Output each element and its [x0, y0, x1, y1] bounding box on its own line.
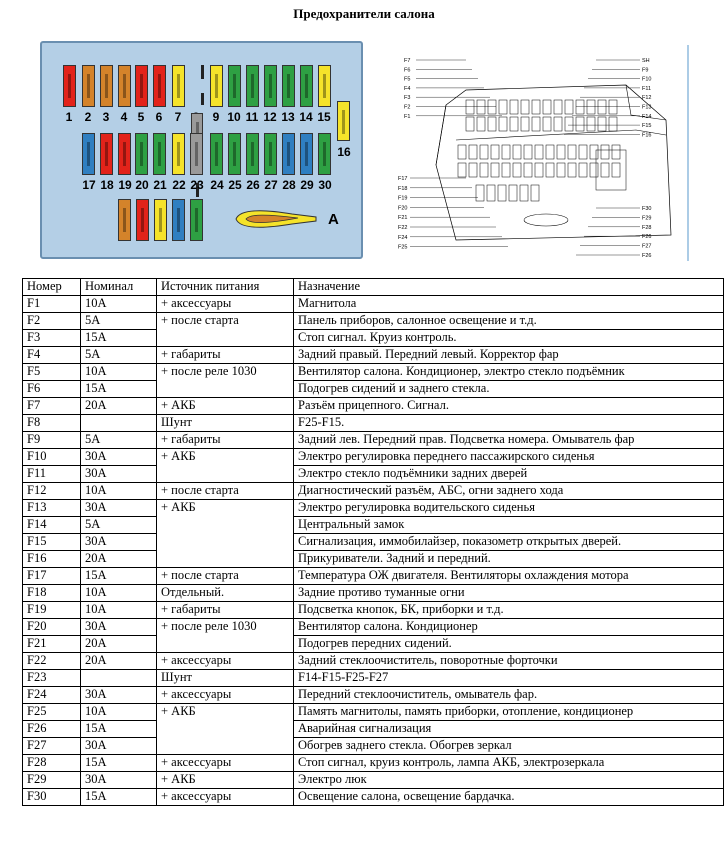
fuse-30 — [318, 133, 331, 175]
cell-purpose: Задний правый. Передний левый. Корректор фар — [294, 347, 724, 364]
fuse-16 — [337, 101, 350, 141]
header-source: Источник питания — [157, 279, 294, 296]
fuse-number-label: 30 — [318, 178, 332, 192]
fuse-number-label: 7 — [174, 110, 182, 124]
cell-purpose: Электро регулировка водительского сиденья — [294, 500, 724, 517]
cell-source: + габариты — [157, 602, 294, 619]
fuse-3 — [100, 65, 113, 107]
diagram-fuse-label: F6 — [404, 67, 411, 74]
cell-source — [157, 738, 294, 755]
diagram-fuse-label: SH — [642, 58, 650, 64]
spare-fuse — [136, 199, 149, 241]
header-rating: Номинал — [81, 279, 157, 296]
fuse-number-label: 6 — [155, 110, 163, 124]
table-row — [23, 432, 724, 449]
diagram-fuse-label: F14 — [642, 113, 652, 120]
diagram-fuse-label: F19 — [398, 195, 408, 202]
table-row — [23, 568, 724, 585]
cell-purpose: Подогрев передних сидений. — [294, 636, 724, 653]
table-row — [23, 381, 724, 398]
cell-number: F6 — [23, 381, 81, 398]
cell-number: F7 — [23, 398, 81, 415]
fuse-7 — [172, 65, 185, 107]
fuse-number-label: 26 — [246, 178, 260, 192]
cell-number: F3 — [23, 330, 81, 347]
fuse-number-label: 10 — [227, 110, 241, 124]
cell-purpose: Вентилятор салона. Кондиционер, электро стекло подъёмник — [294, 364, 724, 381]
header-number: Номер — [23, 279, 81, 296]
diagram-fuse-label: F7 — [404, 58, 411, 64]
diagram-fuse-label: F11 — [642, 85, 652, 92]
diagram-fuse-label: F5 — [404, 76, 411, 83]
cell-source: + аксессуары — [157, 687, 294, 704]
cell-purpose: Диагностический разъём, АБС, огни заднего хода — [294, 483, 724, 500]
table-row — [23, 755, 724, 772]
cell-source: + после старта — [157, 483, 294, 500]
cell-purpose: Освещение салона, освещение бардачка. — [294, 789, 724, 806]
cell-number: F19 — [23, 602, 81, 619]
fuse-puller-label: A — [328, 211, 339, 228]
table-row — [23, 585, 724, 602]
cell-rating: 15А — [81, 330, 157, 347]
cell-rating: 20А — [81, 636, 157, 653]
cell-rating: 30А — [81, 772, 157, 789]
diagram-fuse-label: F15 — [642, 123, 652, 130]
fuse-table — [22, 278, 724, 806]
fuse-number-label: 5 — [137, 110, 145, 124]
cell-rating: 10А — [81, 483, 157, 500]
cell-number: F23 — [23, 670, 81, 687]
fuse-12 — [264, 65, 277, 107]
table-row — [23, 738, 724, 755]
table-row — [23, 687, 724, 704]
cell-purpose: F14-F15-F25-F27 — [294, 670, 724, 687]
cell-purpose: Задний лев. Передний прав. Подсветка номера. Омыватель фар — [294, 432, 724, 449]
cell-purpose: Вентилятор салона. Кондиционер — [294, 619, 724, 636]
diagram-fuse-label: F10 — [642, 76, 652, 83]
cell-rating: 15А — [81, 789, 157, 806]
cell-purpose: Задний стеклоочиститель, поворотные форточки — [294, 653, 724, 670]
cell-purpose: Стоп сигнал. Круиз контроль. — [294, 330, 724, 347]
fuse-6 — [153, 65, 166, 107]
table-row — [23, 704, 724, 721]
fuse-number-label: 19 — [118, 178, 132, 192]
cell-number: F1 — [23, 296, 81, 313]
fuse-1 — [63, 65, 76, 107]
divider-bar — [201, 65, 204, 79]
cell-source — [157, 551, 294, 568]
fuse-number-label: 17 — [82, 178, 96, 192]
cell-purpose: Центральный замок — [294, 517, 724, 534]
cell-source: + аксессуары — [157, 653, 294, 670]
cell-number: F28 — [23, 755, 81, 772]
cell-purpose: Панель приборов, салонное освещение и т.д. — [294, 313, 724, 330]
cell-source: + после реле 1030 — [157, 364, 294, 381]
cell-rating: 10А — [81, 364, 157, 381]
diagram-fuse-label: F13 — [642, 104, 652, 111]
cell-number: F13 — [23, 500, 81, 517]
cell-number: F17 — [23, 568, 81, 585]
fuse-box-illustration — [40, 41, 363, 259]
cell-number: F18 — [23, 585, 81, 602]
diagram-fuse-label: F28 — [642, 224, 652, 231]
cell-rating: 10А — [81, 704, 157, 721]
cell-purpose: Аварийная сигнализация — [294, 721, 724, 738]
fuse-number-label: 11 — [245, 110, 259, 124]
fuse-number-label: 4 — [120, 110, 128, 124]
table-row — [23, 602, 724, 619]
table-row — [23, 636, 724, 653]
diagram-fuse-label: F16 — [642, 132, 652, 139]
fuse-number-label: 23 — [190, 178, 204, 192]
table-row — [23, 296, 724, 313]
fuse-9 — [210, 65, 223, 107]
table-row — [23, 415, 724, 432]
diagram-fuse-label: F22 — [398, 225, 408, 231]
cell-source: + АКБ — [157, 398, 294, 415]
cell-source: + габариты — [157, 432, 294, 449]
cell-source — [157, 330, 294, 347]
diagram-fuse-label: F25 — [398, 244, 408, 251]
cell-rating: 15А — [81, 568, 157, 585]
fuse-24 — [210, 133, 223, 175]
cell-purpose: Обогрев заднего стекла. Обогрев зеркал — [294, 738, 724, 755]
cell-rating: 15А — [81, 721, 157, 738]
table-row — [23, 721, 724, 738]
fuse-number-label: 15 — [317, 110, 331, 124]
diagram-fuse-label: F26 — [642, 234, 652, 241]
fuse-17 — [82, 133, 95, 175]
cell-rating: 30А — [81, 534, 157, 551]
fuse-number-label: 29 — [300, 178, 314, 192]
table-header-row — [23, 279, 724, 296]
cell-number: F27 — [23, 738, 81, 755]
page-title: Предохранители салона — [293, 6, 435, 21]
cell-rating: 30А — [81, 500, 157, 517]
fuse-number-label: 13 — [281, 110, 295, 124]
cell-source — [157, 636, 294, 653]
cell-number: F16 — [23, 551, 81, 568]
fuse-number-label: 25 — [228, 178, 242, 192]
table-row — [23, 551, 724, 568]
table-row — [23, 789, 724, 806]
cell-source: + аксессуары — [157, 789, 294, 806]
spare-fuse — [118, 199, 131, 241]
cell-purpose: Сигнализация, иммобилайзер, показометр открытых дверей. — [294, 534, 724, 551]
fuse-number-label: 16 — [337, 145, 351, 159]
fuse-number-label: 2 — [84, 110, 92, 124]
diagram-fuse-label: F4 — [404, 85, 411, 92]
fuse-number-label: 20 — [135, 178, 149, 192]
diagram-fuse-label: F30 — [642, 206, 652, 212]
cell-source: + аксессуары — [157, 755, 294, 772]
spare-fuse — [172, 199, 185, 241]
spare-fuse — [190, 199, 203, 241]
table-row — [23, 364, 724, 381]
fuse-27 — [264, 133, 277, 175]
fuse-puller-icon — [232, 205, 322, 233]
table-row — [23, 619, 724, 636]
cell-purpose: Память магнитолы, память приборки, отопление, кондиционер — [294, 704, 724, 721]
cell-source: Шунт — [157, 415, 294, 432]
cell-rating: 20А — [81, 653, 157, 670]
cell-rating: 10А — [81, 296, 157, 313]
cell-source: + габариты — [157, 347, 294, 364]
cell-purpose: Подсветка кнопок, БК, приборки и т.д. — [294, 602, 724, 619]
table-row — [23, 517, 724, 534]
cell-number: F26 — [23, 721, 81, 738]
table-row — [23, 483, 724, 500]
fuse-4 — [118, 65, 131, 107]
cell-source: + аксессуары — [157, 296, 294, 313]
diagram-fuse-label: F26 — [642, 253, 652, 259]
diagram-fuse-label: F29 — [642, 215, 652, 222]
cell-rating: 5А — [81, 432, 157, 449]
cell-source: Отдельный. — [157, 585, 294, 602]
cell-purpose: Электро люк — [294, 772, 724, 789]
cell-purpose: F25-F15. — [294, 415, 724, 432]
fuse-number-label: 12 — [263, 110, 277, 124]
cell-purpose: Электро регулировка переднего пассажирского сиденья — [294, 449, 724, 466]
cell-purpose: Стоп сигнал, круиз контроль, лампа АКБ, электрозеркала — [294, 755, 724, 772]
table-row — [23, 449, 724, 466]
cell-rating: 5А — [81, 517, 157, 534]
table-row — [23, 466, 724, 483]
table-row — [23, 398, 724, 415]
table-row — [23, 500, 724, 517]
cell-source — [157, 517, 294, 534]
table-row — [23, 670, 724, 687]
cell-number: F30 — [23, 789, 81, 806]
cell-purpose: Подогрев сидений и заднего стекла. — [294, 381, 724, 398]
cell-number: F5 — [23, 364, 81, 381]
cell-source: + АКБ — [157, 449, 294, 466]
cell-rating: 10А — [81, 602, 157, 619]
fuse-number-label: 14 — [299, 110, 313, 124]
cell-purpose: Температура ОЖ двигателя. Вентиляторы охлаждения мотора — [294, 568, 724, 585]
fuse-number-label: 24 — [210, 178, 224, 192]
table-row — [23, 330, 724, 347]
cell-source — [157, 721, 294, 738]
cell-rating: 15А — [81, 755, 157, 772]
cell-number: F4 — [23, 347, 81, 364]
cell-rating: 5А — [81, 347, 157, 364]
fuse-15 — [318, 65, 331, 107]
divider-bar — [201, 93, 204, 105]
cell-rating: 30А — [81, 466, 157, 483]
fuse-28 — [282, 133, 295, 175]
cell-number: F29 — [23, 772, 81, 789]
cell-number: F22 — [23, 653, 81, 670]
fuse-box-line-diagram — [396, 45, 698, 261]
cell-rating: 15А — [81, 381, 157, 398]
fuse-19 — [118, 133, 131, 175]
cell-rating — [81, 670, 157, 687]
cell-number: F14 — [23, 517, 81, 534]
diagram-fuse-label: F2 — [404, 104, 411, 111]
fuse-14 — [300, 65, 313, 107]
diagram-fuse-label: F21 — [398, 215, 408, 222]
cell-number: F25 — [23, 704, 81, 721]
fuse-5 — [135, 65, 148, 107]
fuse-number-label: 9 — [212, 110, 220, 124]
cell-source — [157, 381, 294, 398]
cell-source: Шунт — [157, 670, 294, 687]
cell-source: + АКБ — [157, 500, 294, 517]
header-purpose: Назначение — [294, 279, 724, 296]
cell-number: F8 — [23, 415, 81, 432]
cell-purpose: Передний стеклоочиститель, омыватель фар. — [294, 687, 724, 704]
cell-rating: 30А — [81, 449, 157, 466]
cell-number: F15 — [23, 534, 81, 551]
diagram-fuse-label: F20 — [398, 205, 408, 212]
fuse-number-label: 3 — [102, 110, 110, 124]
cell-source — [157, 466, 294, 483]
table-row — [23, 772, 724, 789]
fuse-18 — [100, 133, 113, 175]
cell-purpose: Задние противо туманные огни — [294, 585, 724, 602]
fuse-number-label: 21 — [153, 178, 167, 192]
fuse-number-label: 1 — [65, 110, 73, 124]
cell-number: F21 — [23, 636, 81, 653]
diagram-fuse-label: F12 — [642, 95, 652, 102]
cell-source: + после старта — [157, 313, 294, 330]
table-row — [23, 653, 724, 670]
fuse-number-label: 22 — [172, 178, 186, 192]
fuse-29 — [300, 133, 313, 175]
cell-rating: 30А — [81, 738, 157, 755]
fuse-23 — [190, 133, 203, 175]
diagram-fuse-label: F17 — [398, 176, 408, 182]
table-row — [23, 313, 724, 330]
fuse-26 — [246, 133, 259, 175]
fuse-10 — [228, 65, 241, 107]
cell-number: F11 — [23, 466, 81, 483]
diagram-fuse-label: F1 — [404, 113, 411, 120]
cell-rating: 10А — [81, 585, 157, 602]
cell-number: F2 — [23, 313, 81, 330]
cell-purpose: Прикуриватели. Задний и передний. — [294, 551, 724, 568]
cell-purpose: Разъём прицепного. Сигнал. — [294, 398, 724, 415]
cell-number: F10 — [23, 449, 81, 466]
fuse-number-label: 27 — [264, 178, 278, 192]
fuse-11 — [246, 65, 259, 107]
fuse-21 — [153, 133, 166, 175]
cell-source: + АКБ — [157, 704, 294, 721]
cell-number: F12 — [23, 483, 81, 500]
diagram-fuse-label: F18 — [398, 185, 408, 192]
spare-fuse — [154, 199, 167, 241]
fuse-22 — [172, 133, 185, 175]
cell-number: F20 — [23, 619, 81, 636]
cell-rating: 30А — [81, 687, 157, 704]
cell-source: + после старта — [157, 568, 294, 585]
diagram-fuse-label: F24 — [398, 234, 408, 241]
diagram-fuse-label: F27 — [642, 243, 652, 250]
cell-rating: 20А — [81, 398, 157, 415]
table-row — [23, 534, 724, 551]
fuse-2 — [82, 65, 95, 107]
cell-purpose: Электро стекло подъёмники задних дверей — [294, 466, 724, 483]
fuse-20 — [135, 133, 148, 175]
cell-source: + после реле 1030 — [157, 619, 294, 636]
fuse-13 — [282, 65, 295, 107]
cell-rating: 5А — [81, 313, 157, 330]
cell-rating — [81, 415, 157, 432]
cell-purpose: Магнитола — [294, 296, 724, 313]
diagram-fuse-label: F3 — [404, 95, 411, 102]
cell-rating: 30А — [81, 619, 157, 636]
cell-number: F9 — [23, 432, 81, 449]
fuse-number-label: 18 — [100, 178, 114, 192]
cell-source — [157, 534, 294, 551]
cell-source: + АКБ — [157, 772, 294, 789]
fuse-number-label: 28 — [282, 178, 296, 192]
fuse-25 — [228, 133, 241, 175]
cell-number: F24 — [23, 687, 81, 704]
diagram-fuse-label: F9 — [642, 67, 649, 74]
cell-rating: 20А — [81, 551, 157, 568]
table-row — [23, 347, 724, 364]
